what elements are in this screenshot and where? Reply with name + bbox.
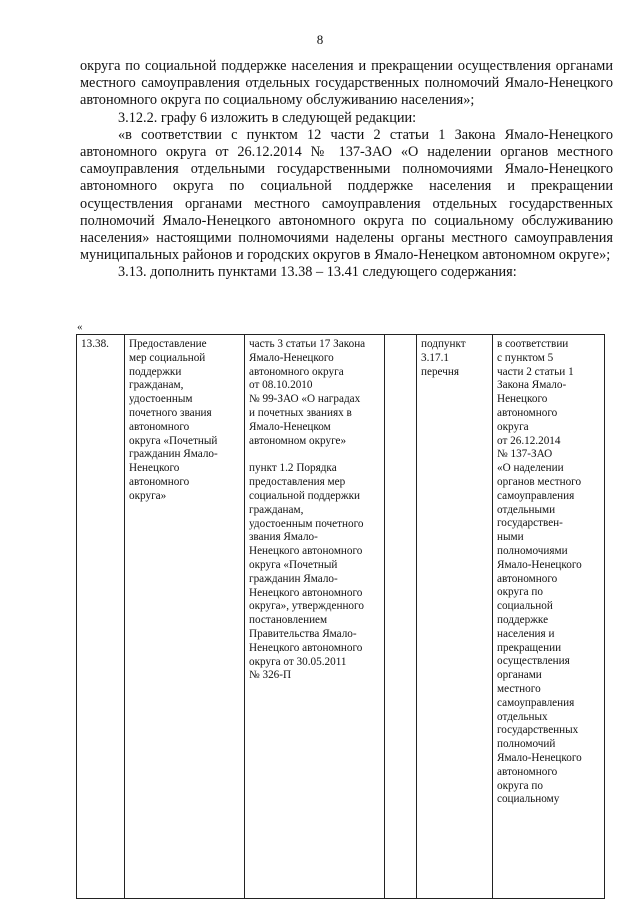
cell-line: № 99-ЗАО «О наградах <box>249 393 361 406</box>
cell-line: отдельных <box>497 710 548 723</box>
cell-line: от 08.10.2010 <box>249 379 313 392</box>
cell-line: и почетных званиях в <box>249 406 352 419</box>
cell-line: поддержки <box>129 365 182 378</box>
paragraph-3-13: 3.13. дополнить пунктами 13.38 – 13.41 следующего содержания: <box>118 264 517 281</box>
cell-line: № 137-ЗАО <box>497 448 553 461</box>
cell-line: государствен- <box>497 517 563 530</box>
cell-line: «О наделении <box>497 462 564 475</box>
cell-line: гражданин Ямало- <box>129 448 218 461</box>
paragraph-quoted-amendment: «в соответствии с пунктом 12 части 2 статьи 1 Закона Ямало-Ненецкого автономного округа от 26.12.2014 № 137-ЗАО «О наделении органов местного самоуправления отдельными государственными полномочиями Ямало-Ненецкого автономного округа по социальной поддержке населения и прекращении осуществления органами местного самоуправления отдельных государственных полномочий Ямало-Ненецкого автономного округа по социальному обслуживанию населения» настоящими полномочиями наделены органы местного самоуправления муниципальных районов и городских округов в Ямало-Ненецком автономном округе»; <box>80 126 613 264</box>
cell-line: округа «Почетный <box>129 434 218 447</box>
paragraph-3-12-2: 3.12.2. графу 6 изложить в следующей редакции: <box>118 109 417 126</box>
cell-line: часть 3 статьи 17 Закона <box>249 338 366 350</box>
cell-line: автономного <box>129 420 190 433</box>
cell-line: Правительства Ямало- <box>249 627 357 640</box>
cell-line: автономного <box>497 572 558 585</box>
cell-line: самоуправления <box>497 696 575 709</box>
cell-line: государственных <box>497 724 579 737</box>
cell-line: автономного <box>497 406 558 419</box>
cell-legal-basis <box>245 335 385 899</box>
amendment-table <box>76 334 605 899</box>
cell-measure-name <box>125 335 245 899</box>
cell-line: от 26.12.2014 <box>497 434 561 447</box>
body-text <box>80 58 613 282</box>
cell-line: Закона Ямало- <box>497 379 567 392</box>
cell-line: населения и <box>497 627 555 640</box>
cell-line: удостоенным <box>129 393 193 406</box>
cell-line: 3.17.1 <box>421 351 449 364</box>
cell-line: почетного звания <box>129 406 212 419</box>
paragraph-continuation: округа по социальной поддержке населения и прекращении осуществления органами местного самоуправления отдельных государственных полномочий Ямало-Ненецкого автономного округа по социальному обслуживанию населения»; <box>80 58 613 109</box>
cell-line: Ямало-Ненецкого <box>497 558 582 571</box>
cell-line: органов местного <box>497 475 582 488</box>
cell-line: самоуправления <box>497 489 575 502</box>
cell-line: автономном округе» <box>249 434 347 447</box>
cell-line: округа от 30.05.2011 <box>249 655 347 668</box>
cell-line: гражданам, <box>129 379 184 392</box>
cell-line: округа», утвержденного <box>249 600 364 613</box>
cell-line: № 326-П <box>249 669 292 682</box>
cell-line: социальной поддержки <box>249 489 361 502</box>
cell-line: автономного <box>497 765 558 778</box>
cell-line: перечня <box>421 365 459 378</box>
cell-line: округа» <box>129 489 167 502</box>
cell-line: органами <box>497 669 542 682</box>
cell-line: с пунктом 5 <box>497 351 554 364</box>
cell-line: пункт 1.2 Порядка <box>249 462 337 475</box>
cell-subpoint <box>417 335 493 899</box>
cell-line: осуществления <box>497 655 570 668</box>
cell-line: Ненецкого <box>129 462 180 475</box>
cell-line: округа по <box>497 586 544 599</box>
cell-empty <box>385 335 417 899</box>
cell-line: подпункт <box>421 338 466 350</box>
cell-line: Ямало-Ненецкого <box>249 351 334 364</box>
cell-line: поддержке <box>497 613 549 626</box>
cell-line: ными <box>497 531 524 544</box>
cell-line: автономного <box>129 475 190 488</box>
cell-line: Ямало-Ненецкого <box>497 751 582 764</box>
cell-line: предоставления мер <box>249 476 346 489</box>
cell-row-number: 13.38. <box>77 335 125 899</box>
cell-line: части 2 статьи 1 <box>497 365 574 378</box>
cell-line: постановлением <box>249 614 328 627</box>
cell-line: гражданин Ямало- <box>249 572 338 585</box>
cell-line: Ненецкого автономного <box>249 586 363 599</box>
cell-line: социальной <box>497 600 553 613</box>
cell-line: округа <box>497 420 529 433</box>
cell-line: мер социальной <box>129 351 206 364</box>
cell-line: округа по <box>497 779 544 792</box>
cell-line: отдельными <box>497 503 556 516</box>
cell-line: полномочиями <box>497 544 568 557</box>
cell-line: Ненецкого автономного <box>249 641 363 654</box>
cell-line: автономного округа <box>249 365 344 378</box>
cell-line: звания Ямало- <box>249 531 318 544</box>
table-row <box>77 335 605 899</box>
page-number: 8 <box>316 32 324 47</box>
cell-line: полномочий <box>497 738 556 751</box>
opening-quote: « <box>77 321 83 333</box>
cell-line: гражданам, <box>249 503 304 516</box>
cell-line: Предоставление <box>129 338 207 350</box>
cell-line: прекращении <box>497 641 562 654</box>
cell-line: социальному <box>497 793 560 806</box>
cell-line: местного <box>497 682 541 695</box>
cell-authority <box>493 335 605 899</box>
cell-line: удостоенным почетного <box>249 517 364 530</box>
cell-line: округа «Почетный <box>249 558 338 571</box>
cell-line: Ненецкого <box>497 393 548 406</box>
cell-line: в соответствии <box>497 338 569 350</box>
cell-line: Ямало-Ненецком <box>249 420 331 433</box>
cell-line: Ненецкого автономного <box>249 545 363 558</box>
